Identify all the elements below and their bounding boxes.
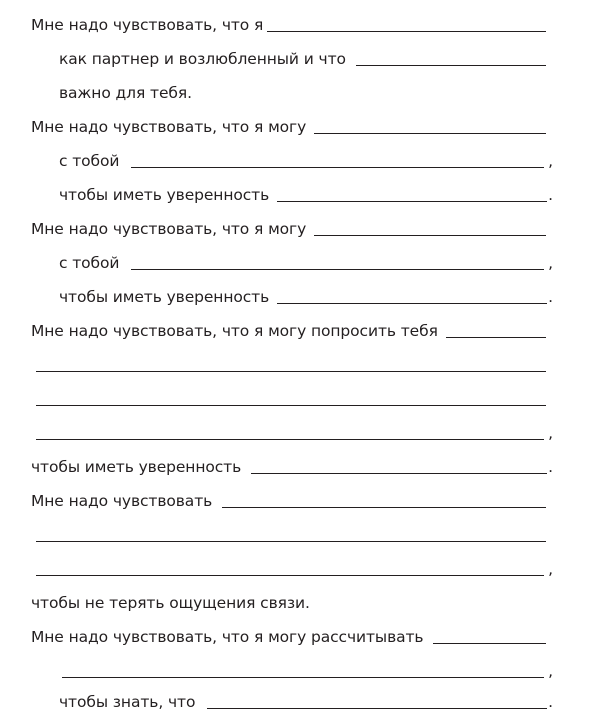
- fill-in-blank[interactable]: [36, 371, 546, 372]
- line-text: как партнер и возлюбленный и что: [59, 50, 346, 68]
- line-18: [31, 593, 546, 613]
- line-13: [36, 423, 553, 443]
- line-text: Мне надо чувствовать, что я могу попросить тебя: [31, 322, 438, 340]
- fill-in-blank[interactable]: [36, 439, 544, 440]
- fill-in-blank[interactable]: [36, 405, 546, 406]
- line-14: [31, 457, 553, 477]
- fill-in-blank[interactable]: [277, 303, 547, 304]
- line-1: [31, 15, 546, 35]
- comma: ,: [548, 152, 553, 170]
- line-11: [36, 355, 546, 375]
- line-12: [36, 389, 546, 409]
- fill-in-blank[interactable]: [36, 575, 544, 576]
- comma: ,: [548, 424, 553, 442]
- fill-in-blank[interactable]: [36, 541, 546, 542]
- line-8: [59, 253, 553, 273]
- fill-in-blank[interactable]: [314, 235, 546, 236]
- line-text: чтобы иметь уверенность: [59, 288, 270, 306]
- period: .: [548, 458, 553, 476]
- line-text: Мне надо чувствовать: [31, 492, 213, 510]
- period: .: [548, 186, 553, 204]
- line-10: [31, 321, 546, 341]
- fill-in-blank[interactable]: [433, 643, 546, 644]
- fill-in-blank[interactable]: [267, 31, 546, 32]
- comma: ,: [548, 254, 553, 272]
- line-text: Мне надо чувствовать, что я могу: [31, 118, 307, 136]
- line-4: [31, 117, 546, 137]
- fill-in-blank[interactable]: [222, 507, 546, 508]
- line-text: Мне надо чувствовать, что я могу: [31, 220, 307, 238]
- line-text: чтобы знать, что: [59, 693, 196, 711]
- line-text: чтобы иметь уверенность: [31, 458, 242, 476]
- fill-in-blank[interactable]: [277, 201, 547, 202]
- period: .: [548, 288, 553, 306]
- line-7: [31, 219, 546, 239]
- line-19: [31, 627, 546, 647]
- period: .: [548, 693, 553, 711]
- line-text: чтобы иметь уверенность: [59, 186, 270, 204]
- fill-in-blank[interactable]: [314, 133, 546, 134]
- line-2: [59, 49, 546, 69]
- fill-in-blank[interactable]: [356, 65, 546, 66]
- comma: ,: [548, 560, 553, 578]
- line-text: чтобы не терять ощущения связи.: [31, 594, 310, 612]
- fill-in-blank[interactable]: [131, 167, 544, 168]
- line-3: [59, 83, 546, 103]
- line-text: Мне надо чувствовать, что я могу рассчитывать: [31, 628, 424, 646]
- line-15: [31, 491, 546, 511]
- comma: ,: [548, 662, 553, 680]
- fill-in-blank[interactable]: [131, 269, 544, 270]
- line-6: [59, 185, 553, 205]
- fill-in-blank[interactable]: [207, 708, 547, 709]
- line-16: [36, 525, 546, 545]
- line-5: [59, 151, 553, 171]
- line-text: важно для тебя.: [59, 84, 192, 102]
- line-20: [62, 661, 553, 681]
- line-9: [59, 287, 553, 307]
- line-21: [59, 692, 553, 712]
- fill-in-blank[interactable]: [446, 337, 546, 338]
- fill-in-blank[interactable]: [62, 677, 544, 678]
- line-text: с тобой: [59, 152, 120, 170]
- line-17: [36, 559, 553, 579]
- line-text: Мне надо чувствовать, что я: [31, 16, 264, 34]
- fill-in-blank[interactable]: [251, 473, 547, 474]
- line-text: с тобой: [59, 254, 120, 272]
